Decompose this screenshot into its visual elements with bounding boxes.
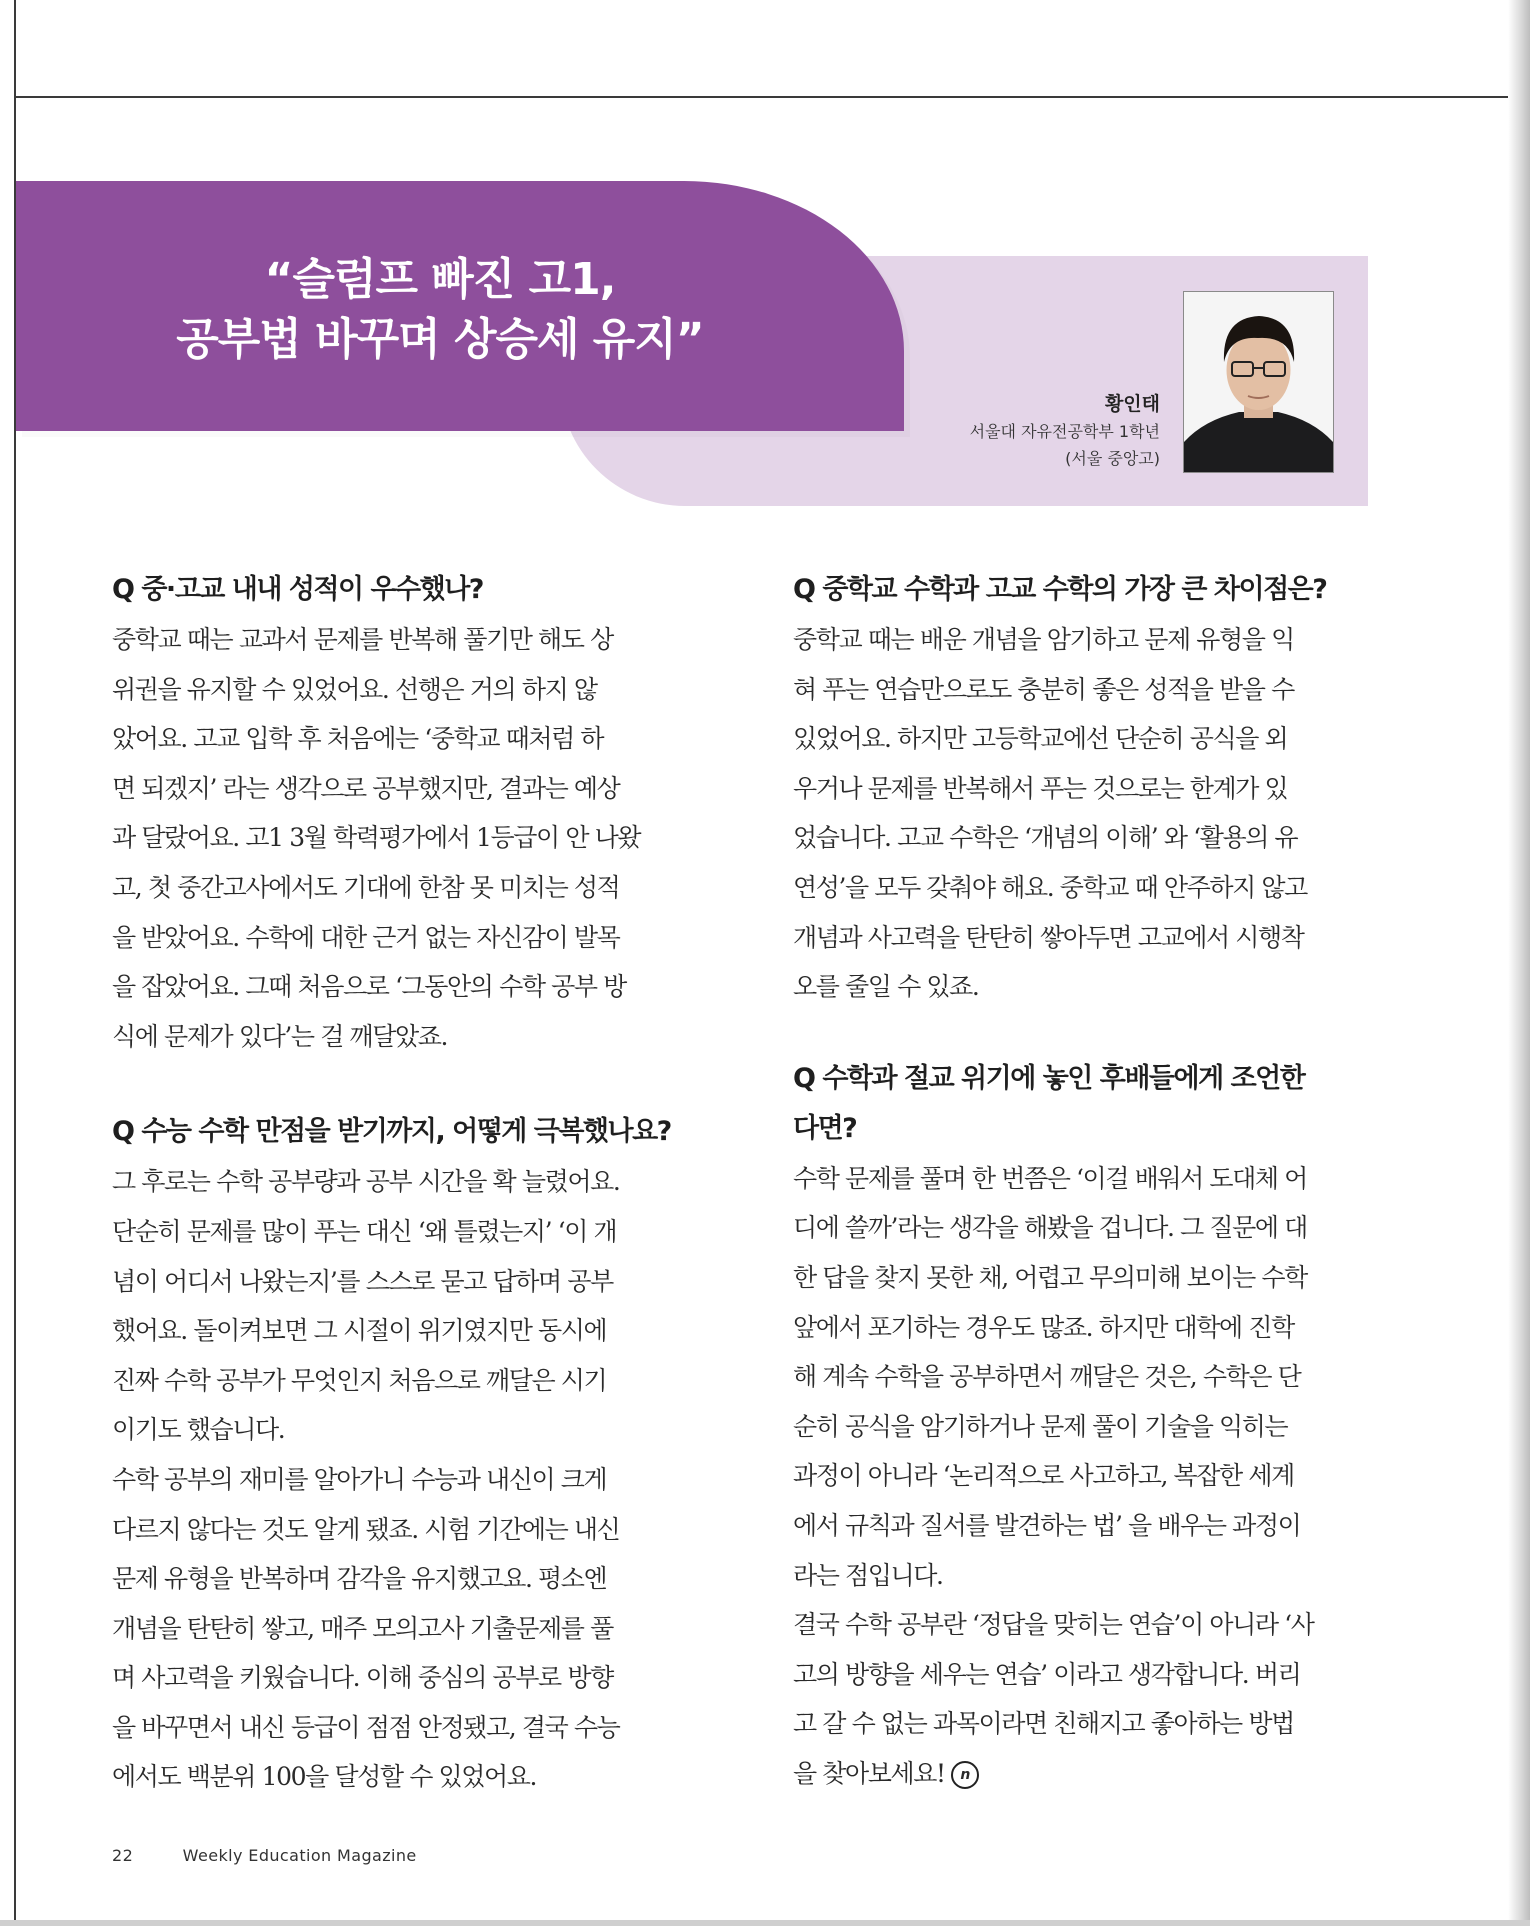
answer-4-line: 고 갈 수 없는 과목이라면 친해지고 좋아하는 방법: [793, 1709, 1294, 1739]
answer-2-line: 을 바꾸면서 내신 등급이 점점 안정됐고, 결국 수능: [112, 1712, 620, 1742]
answer-1-line: 위권을 유지할 수 있었어요. 선행은 거의 하지 않: [112, 674, 597, 704]
headline-line-2: 공부법 바꾸며 상승세 유지”: [176, 314, 704, 365]
answer-2-line: 며 사고력을 키웠습니다. 이해 중심의 공부로 방향: [112, 1663, 613, 1693]
question-4-line: 다면?: [793, 1112, 857, 1144]
page-frame-top: [14, 96, 1530, 98]
answer-2-line: 다르지 않다는 것도 알게 됐죠. 시험 기간에는 내신: [112, 1514, 620, 1544]
answer-4-line: 과정이 아니라 ‘논리적으로 사고하고, 복잡한 세계: [793, 1461, 1294, 1491]
answer-1-line: 고, 첫 중간고사에서도 기대에 한참 못 미치는 성적: [112, 872, 620, 902]
answer-4-line: 해 계속 수학을 공부하면서 깨달은 것은, 수학은 단: [793, 1362, 1301, 1392]
answer-3-line: 연성’을 모두 갖춰야 해요. 중학교 때 안주하지 않고: [793, 872, 1307, 902]
answer-2-line: 수학 공부의 재미를 알아가니 수능과 내신이 크게: [112, 1464, 607, 1494]
answer-4-line: 디에 쓸까’라는 생각을 해봤을 겁니다. 그 질문에 대: [793, 1213, 1307, 1243]
headline-line-1: “슬럼프 빠진 고1,: [264, 254, 616, 305]
answer-2-line: 문제 유형을 반복하며 감각을 유지했고요. 평소엔: [112, 1564, 607, 1594]
profile-info: [970, 390, 1160, 472]
answer-1-line: 과 달랐어요. 고1 3월 학력평가에서 1등급이 안 나왔: [112, 823, 641, 853]
profile-school: (서울 중앙고): [1065, 449, 1160, 468]
page-footer: [112, 1846, 417, 1865]
question-1: Q 중·고교 내내 성적이 우수했나?: [112, 574, 483, 605]
answer-1-line: 중학교 때는 교과서 문제를 반복해 풀기만 해도 상: [112, 625, 613, 654]
profile-affiliation: 서울대 자유전공학부 1학년: [969, 422, 1160, 441]
question-3: Q 중학교 수학과 고교 수학의 가장 큰 차이점은?: [793, 574, 1327, 605]
answer-3-line: 우거나 문제를 반복해서 푸는 것으로는 한계가 있: [793, 773, 1288, 803]
answer-3-line: 있었어요. 하지만 고등학교에선 단순히 공식을 외: [793, 724, 1288, 754]
answer-4-line: 앞에서 포기하는 경우도 많죠. 하지만 대학에 진학: [793, 1312, 1294, 1342]
magazine-title: Weekly Education Magazine: [182, 1846, 417, 1865]
page-number: 22: [112, 1846, 134, 1865]
answer-2-line: 했어요. 돌이켜보면 그 시절이 위기였지만 동시에: [112, 1316, 607, 1346]
answer-2-line: 념이 어디서 나왔는지’를 스스로 묻고 답하며 공부: [112, 1266, 613, 1296]
page-bottom-edge: [0, 1920, 1530, 1926]
answer-4-line: 순히 공식을 암기하거나 문제 풀이 기술을 익히는: [793, 1411, 1288, 1441]
answer-3-line: 혀 푸는 연습만으로도 충분히 좋은 성적을 받을 수: [793, 674, 1294, 704]
answer-4-closing-text: 을 찾아보세요!: [793, 1758, 945, 1788]
answer-1-line: 을 받았어요. 수학에 대한 근거 없는 자신감이 발목: [112, 922, 620, 952]
right-column: [793, 565, 1377, 1798]
answer-1-line: 았어요. 고교 입학 후 처음에는 ‘중학교 때처럼 하: [112, 724, 604, 754]
end-mark-icon: n: [951, 1761, 979, 1789]
answer-4-last-line: [793, 1749, 1377, 1799]
headline: [120, 250, 760, 370]
page-edge-shadow: [1508, 0, 1530, 1926]
profile-photo: [1183, 291, 1334, 473]
answer-2-line: 진짜 수학 공부가 무엇인지 처음으로 깨달은 시기: [112, 1365, 607, 1395]
answer-2-line: 그 후로는 수학 공부량과 공부 시간을 확 늘렸어요.: [112, 1167, 620, 1197]
answer-4-line: 한 답을 찾지 못한 채, 어렵고 무의미해 보이는 수학: [793, 1262, 1307, 1292]
left-column: [112, 565, 696, 1802]
answer-2-line: 단순히 문제를 많이 푸는 대신 ‘왜 틀렸는지’ ‘이 개: [112, 1216, 617, 1246]
answer-3-line: 었습니다. 고교 수학은 ‘개념의 이해’ 와 ‘활용의 유: [793, 823, 1298, 853]
answer-4-line: 결국 수학 공부란 ‘정답을 맞히는 연습’이 아니라 ‘사: [793, 1610, 1314, 1640]
answer-4-line: 라는 점입니다.: [793, 1560, 943, 1590]
answer-3-line: 중학교 때는 배운 개념을 암기하고 문제 유형을 익: [793, 625, 1294, 654]
question-4-line: Q 수학과 절교 위기에 놓인 후배들에게 조언한: [793, 1062, 1305, 1094]
answer-2-line: 개념을 탄탄히 쌓고, 매주 모의고사 기출문제를 풀: [112, 1613, 613, 1643]
answer-3-line: 오를 줄일 수 있죠.: [793, 972, 979, 1002]
answer-1-line: 식에 문제가 있다’는 걸 깨달았죠.: [112, 1021, 448, 1051]
answer-2-line: 이기도 했습니다.: [112, 1415, 285, 1445]
answer-4-line: 고의 방향을 세우는 연습’ 이라고 생각합니다. 버리: [793, 1659, 1301, 1689]
answer-2-line: 에서도 백분위 100을 달성할 수 있었어요.: [112, 1762, 537, 1792]
answer-4-line: 에서 규칙과 질서를 발견하는 법’ 을 배우는 과정이: [793, 1510, 1301, 1540]
profile-name: 황인태: [1104, 393, 1160, 415]
answer-4-line: 수학 문제를 풀며 한 번쯤은 ‘이걸 배워서 도대체 어: [793, 1163, 1307, 1193]
answer-1-line: 을 잡았어요. 그때 처음으로 ‘그동안의 수학 공부 방: [112, 972, 626, 1002]
question-2: Q 수능 수학 만점을 받기까지, 어떻게 극복했나요?: [112, 1116, 671, 1148]
answer-3-line: 개념과 사고력을 탄탄히 쌓아두면 고교에서 시행착: [793, 922, 1304, 952]
answer-1-line: 면 되겠지’ 라는 생각으로 공부했지만, 결과는 예상: [112, 773, 620, 803]
